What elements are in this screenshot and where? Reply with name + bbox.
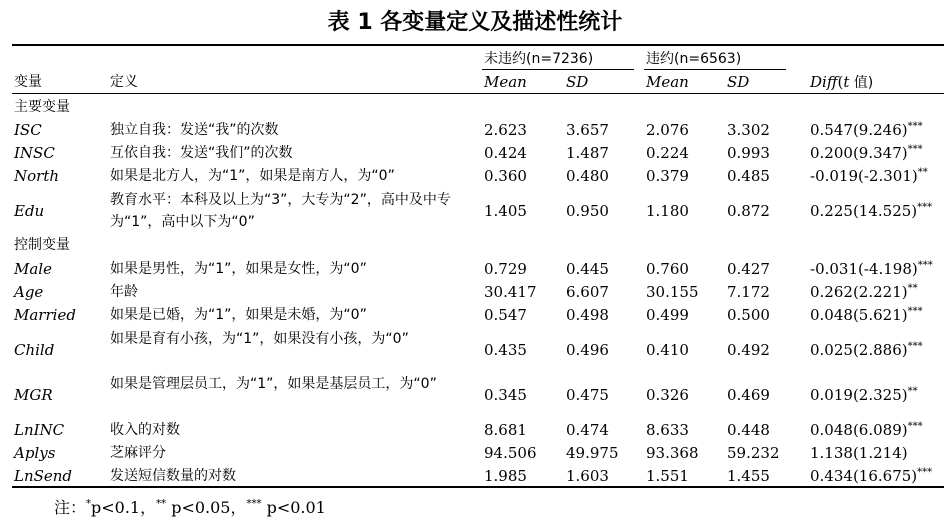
row-variable: MGR bbox=[14, 386, 53, 404]
row-significance-stars: *** bbox=[917, 202, 933, 213]
table-title: 表 1 各变量定义及描述性统计 bbox=[327, 10, 623, 35]
section-label-main: 主要变量 bbox=[14, 99, 70, 115]
row-variable: Male bbox=[14, 260, 52, 278]
row-sd-nodefault: 3.657 bbox=[566, 121, 609, 139]
row-mean-nodefault: 0.345 bbox=[484, 386, 527, 404]
row-mean-default: 93.368 bbox=[646, 444, 699, 462]
row-mean-default: 30.155 bbox=[646, 283, 699, 301]
row-sd-nodefault: 1.487 bbox=[566, 144, 609, 162]
row-sd-nodefault: 1.603 bbox=[566, 467, 609, 485]
row-diff-value: 0.547(9.246) bbox=[810, 121, 908, 139]
row-significance-stars: *** bbox=[917, 467, 933, 478]
row-definition: 收入的对数 bbox=[110, 422, 180, 438]
row-sd-nodefault: 49.975 bbox=[566, 444, 619, 462]
row-mean-default: 1.551 bbox=[646, 467, 689, 485]
column-header-variable: 变量 bbox=[14, 74, 42, 90]
row-definition: 如果是男性，为“1”，如果是女性，为“0” bbox=[110, 261, 367, 277]
row-variable: ISC bbox=[14, 121, 42, 139]
row-mean-default: 0.410 bbox=[646, 341, 689, 359]
row-sd-nodefault: 0.496 bbox=[566, 341, 609, 359]
row-diff-value: 1.138(1.214) bbox=[810, 444, 908, 462]
row-variable: Age bbox=[14, 283, 44, 301]
row-diff-value: 0.262(2.221) bbox=[810, 283, 908, 301]
row-sd-nodefault: 0.475 bbox=[566, 386, 609, 404]
row-mean-nodefault: 30.417 bbox=[484, 283, 537, 301]
row-mean-nodefault: 2.623 bbox=[484, 121, 527, 139]
row-sd-default: 0.872 bbox=[727, 202, 770, 220]
row-significance-stars: ** bbox=[907, 386, 918, 397]
row-diff bbox=[810, 119, 923, 141]
row-sd-default: 7.172 bbox=[727, 283, 770, 301]
row-sd-nodefault: 0.445 bbox=[566, 260, 609, 278]
row-variable: Married bbox=[14, 306, 76, 324]
group-header-nodefault: 未违约(n=7236) bbox=[484, 51, 594, 67]
row-definition: 如果是管理层员工，为“1”，如果是基层员工，为“0” bbox=[110, 376, 437, 392]
row-diff bbox=[810, 258, 933, 280]
row-diff-value: 0.225(14.525) bbox=[810, 202, 918, 220]
row-mean-nodefault: 0.435 bbox=[484, 341, 527, 359]
column-header-sd-nodefault: SD bbox=[566, 73, 589, 91]
row-sd-default: 0.469 bbox=[727, 386, 770, 404]
row-variable: LnSend bbox=[14, 467, 73, 485]
table-note: 注：*p<0.1，** p<0.05，*** p<0.01 bbox=[54, 498, 326, 517]
row-diff-value: 0.019(2.325) bbox=[810, 386, 908, 404]
row-variable: Edu bbox=[14, 202, 45, 220]
row-definition: 如果是已婚，为“1”，如果是未婚，为“0” bbox=[110, 307, 367, 323]
row-sd-default: 59.232 bbox=[727, 444, 780, 462]
row-sd-default: 0.427 bbox=[727, 260, 770, 278]
row-sd-nodefault: 6.607 bbox=[566, 283, 609, 301]
group-header-default: 违约(n=6563) bbox=[646, 51, 742, 67]
row-significance-stars: *** bbox=[907, 144, 923, 155]
row-significance-stars: *** bbox=[907, 421, 923, 432]
row-sd-default: 0.485 bbox=[727, 167, 770, 185]
row-sd-nodefault: 0.474 bbox=[566, 421, 609, 439]
row-diff-value: 0.048(6.089) bbox=[810, 421, 908, 439]
row-significance-stars: ** bbox=[907, 283, 918, 294]
row-mean-nodefault: 1.405 bbox=[484, 202, 527, 220]
row-mean-nodefault: 94.506 bbox=[484, 444, 537, 462]
row-sd-nodefault: 0.950 bbox=[566, 202, 609, 220]
row-sd-nodefault: 0.480 bbox=[566, 167, 609, 185]
top-rule bbox=[12, 44, 944, 46]
bottom-rule bbox=[12, 486, 944, 488]
group-rule-nodefault bbox=[482, 69, 634, 70]
row-mean-nodefault: 0.547 bbox=[484, 306, 527, 324]
column-header-definition: 定义 bbox=[110, 74, 138, 90]
row-diff-value: 0.048(5.621) bbox=[810, 306, 908, 324]
row-significance-stars: *** bbox=[907, 121, 923, 132]
row-significance-stars: *** bbox=[907, 341, 923, 352]
row-definition: 芝麻评分 bbox=[110, 445, 166, 461]
row-variable: INSC bbox=[14, 144, 55, 162]
row-significance-stars: *** bbox=[917, 260, 933, 271]
row-definition: 教育水平：本科及以上为“3”，大专为“2”，高中及中专为“1”，高中以下为“0” bbox=[110, 192, 451, 230]
row-sd-default: 3.302 bbox=[727, 121, 770, 139]
row-diff bbox=[810, 142, 923, 164]
row-sd-default: 1.455 bbox=[727, 467, 770, 485]
row-mean-default: 1.180 bbox=[646, 202, 689, 220]
row-significance-stars: *** bbox=[907, 306, 923, 317]
row-definition: 如果是育有小孩，为“1”，如果没有小孩，为“0” bbox=[110, 331, 409, 347]
row-mean-nodefault: 1.985 bbox=[484, 467, 527, 485]
row-diff bbox=[810, 465, 932, 487]
row-diff-value: -0.019(-2.301) bbox=[810, 167, 918, 185]
row-diff bbox=[810, 339, 923, 361]
row-mean-default: 0.326 bbox=[646, 386, 689, 404]
row-definition: 互依自我：发送“我们”的次数 bbox=[110, 145, 293, 161]
row-definition: 如果是北方人，为“1”，如果是南方人，为“0” bbox=[110, 168, 395, 184]
header-rule bbox=[12, 93, 944, 94]
row-diff bbox=[810, 165, 928, 187]
row-diff bbox=[810, 419, 923, 441]
row-mean-nodefault: 0.360 bbox=[484, 167, 527, 185]
row-mean-default: 0.499 bbox=[646, 306, 689, 324]
column-header-mean-default: Mean bbox=[646, 73, 689, 91]
row-sd-default: 0.448 bbox=[727, 421, 770, 439]
row-sd-default: 0.492 bbox=[727, 341, 770, 359]
row-significance-stars: ** bbox=[917, 167, 928, 178]
row-variable: North bbox=[14, 167, 60, 185]
row-mean-default: 0.379 bbox=[646, 167, 689, 185]
row-diff-value: 0.200(9.347) bbox=[810, 144, 908, 162]
row-variable: Aplys bbox=[14, 444, 56, 462]
row-diff-value: 0.434(16.675) bbox=[810, 467, 918, 485]
row-diff-value: -0.031(-4.198) bbox=[810, 260, 918, 278]
row-diff bbox=[810, 281, 918, 303]
section-label-control: 控制变量 bbox=[14, 237, 70, 253]
row-definition: 发送短信数量的对数 bbox=[110, 468, 236, 484]
row-diff-value: 0.025(2.886) bbox=[810, 341, 908, 359]
row-sd-default: 0.500 bbox=[727, 306, 770, 324]
row-definition: 年龄 bbox=[110, 284, 138, 300]
row-sd-nodefault: 0.498 bbox=[566, 306, 609, 324]
row-sd-default: 0.993 bbox=[727, 144, 770, 162]
column-header-diff: Diff(t 值) bbox=[810, 73, 874, 91]
row-diff bbox=[810, 442, 908, 464]
row-diff bbox=[810, 200, 932, 222]
row-mean-default: 0.224 bbox=[646, 144, 689, 162]
row-variable: Child bbox=[14, 341, 55, 359]
row-mean-nodefault: 0.424 bbox=[484, 144, 527, 162]
group-rule-default bbox=[644, 69, 786, 70]
row-mean-default: 0.760 bbox=[646, 260, 689, 278]
row-mean-default: 8.633 bbox=[646, 421, 689, 439]
row-mean-nodefault: 0.729 bbox=[484, 260, 527, 278]
row-mean-default: 2.076 bbox=[646, 121, 689, 139]
row-definition: 独立自我：发送“我”的次数 bbox=[110, 122, 279, 138]
column-header-sd-default: SD bbox=[727, 73, 750, 91]
row-mean-nodefault: 8.681 bbox=[484, 421, 527, 439]
column-header-mean-nodefault: Mean bbox=[484, 73, 527, 91]
row-diff bbox=[810, 304, 923, 326]
row-diff bbox=[810, 384, 918, 406]
row-variable: LnINC bbox=[14, 421, 65, 439]
